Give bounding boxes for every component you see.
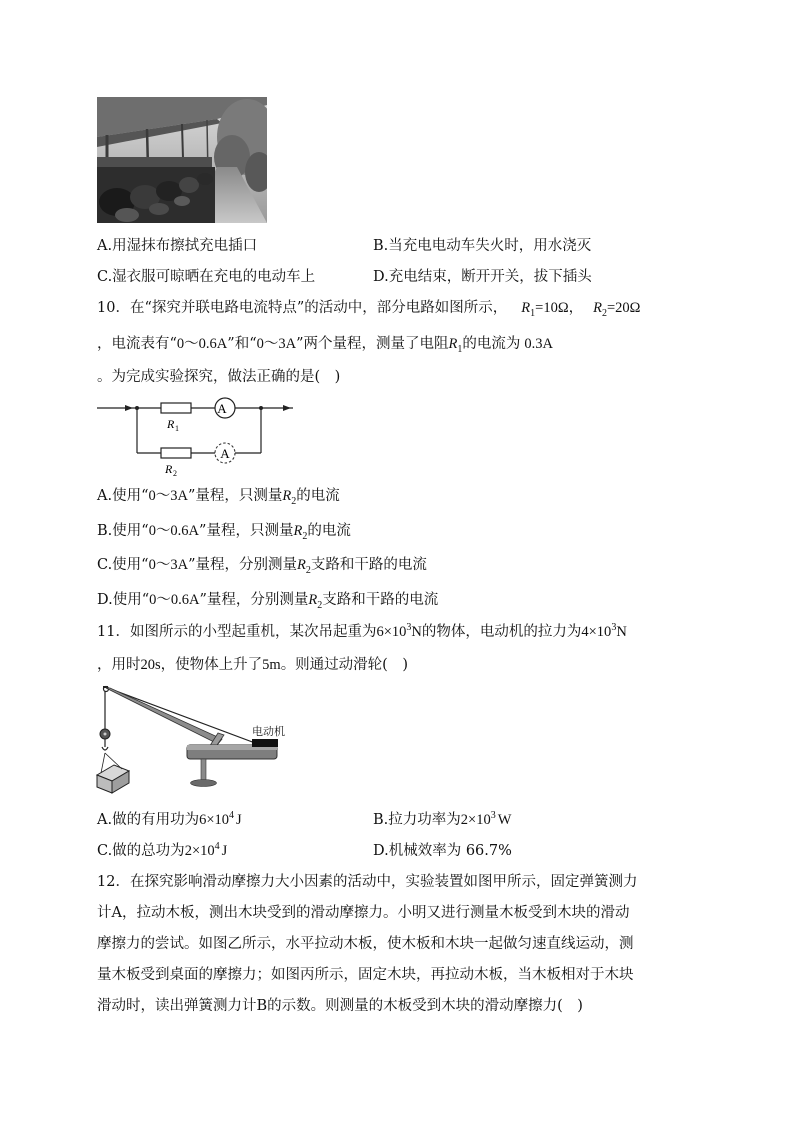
q10-option-a: A.使用“0～3A”量程，只测量$R_2$的电流 [97, 488, 340, 507]
charging-station-photo [97, 97, 267, 223]
q9-option-a: A.用湿抹布擦拭充电插口 [97, 238, 258, 254]
r2-sub: 2 [173, 469, 177, 478]
q12-stem-line4: 量木板受到桌面的摩擦力；如图丙所示，固定木块，再拉动木板，当木板相对于木块 [97, 967, 634, 983]
q11-option-c: C.做的总功为$2\times 10^4$ J [97, 841, 228, 859]
r1-sub: 1 [175, 424, 179, 433]
q12-stem-line3: 摩擦力的尝试。如图乙所示，水平拉动木板，使木板和木块一起做匀速直线运动，测 [97, 936, 634, 952]
ammeter-2-label: A [220, 446, 230, 461]
q11-stem-line1: 11．如图所示的小型起重机，某次吊起重为$6\times 10^3N$的物体，电动机的拉力为$4\times 10^3N$ [97, 622, 627, 640]
q12-stem-line1: 12．在探究影响滑动摩擦力大小因素的活动中，实验装置如图甲所示，固定弹簧测力 [97, 874, 638, 890]
q10-stem-line3: 。为完成实验探究，做法正确的是( ) [97, 369, 341, 385]
q11-option-d: D.机械效率为 66.7% [373, 843, 512, 859]
q10-option-b: B.使用“0～0.6A”量程，只测量$R_2$的电流 [97, 523, 351, 542]
q10-stem-line1: 10．在“探究并联电路电流特点”的活动中，部分电路如图所示， $R_1=10\Omega$， $R_2=20\Omega$ [97, 300, 641, 319]
q11-option-b: B.拉力功率为$2\times 10^3$ W [373, 810, 512, 828]
r2-label: R [165, 462, 173, 476]
q12-stem-line5: 滑动时，读出弹簧测力计B的示数。则测量的木板受到木块的滑动摩擦力( ) [97, 998, 583, 1014]
q9-option-b: B.当充电电动车失火时，用水浇灭 [373, 238, 592, 254]
q12-stem-line2: 计A，拉动木板，测出木块受到的滑动摩擦力。小明又进行测量木板受到木块的滑动 [97, 905, 630, 921]
current-arrow-right-icon [283, 405, 291, 411]
q10-stem-line2: ，电流表有“0～0.6A”和“0～3A”两个量程，测量了电阻$R_1$的电流为 0.3A [97, 336, 553, 355]
q10-circuit-diagram [95, 393, 300, 478]
r1-label: R [167, 417, 175, 431]
boom-arm [106, 688, 222, 744]
q11-stem-line2: ，用时20s，使物体上升了5m。则通过动滑轮( ) [97, 657, 409, 673]
motor-label: 电动机 [252, 725, 285, 738]
current-arrow-left-icon [125, 405, 133, 411]
resistor-r1 [161, 403, 191, 413]
q10-option-d: D.使用“0～0.6A”量程，分别测量$R_2$支路和干路的电流 [97, 592, 439, 611]
resistor-r2 [161, 448, 191, 458]
motor-block [252, 739, 278, 747]
cable [108, 688, 255, 743]
q11-option-a: A.做的有用功为$6\times 10^4$ J [97, 810, 242, 828]
q11-crane-diagram [92, 683, 297, 795]
q10-option-c: C.使用“0～3A”量程，分别测量$R_2$支路和干路的电流 [97, 557, 427, 576]
q9-option-c: C.湿衣服可晾晒在充电的电动车上 [97, 269, 316, 285]
q9-option-d: D.充电结束，断开开关，拔下插头 [373, 269, 592, 285]
ammeter-1-label: A [217, 401, 227, 416]
